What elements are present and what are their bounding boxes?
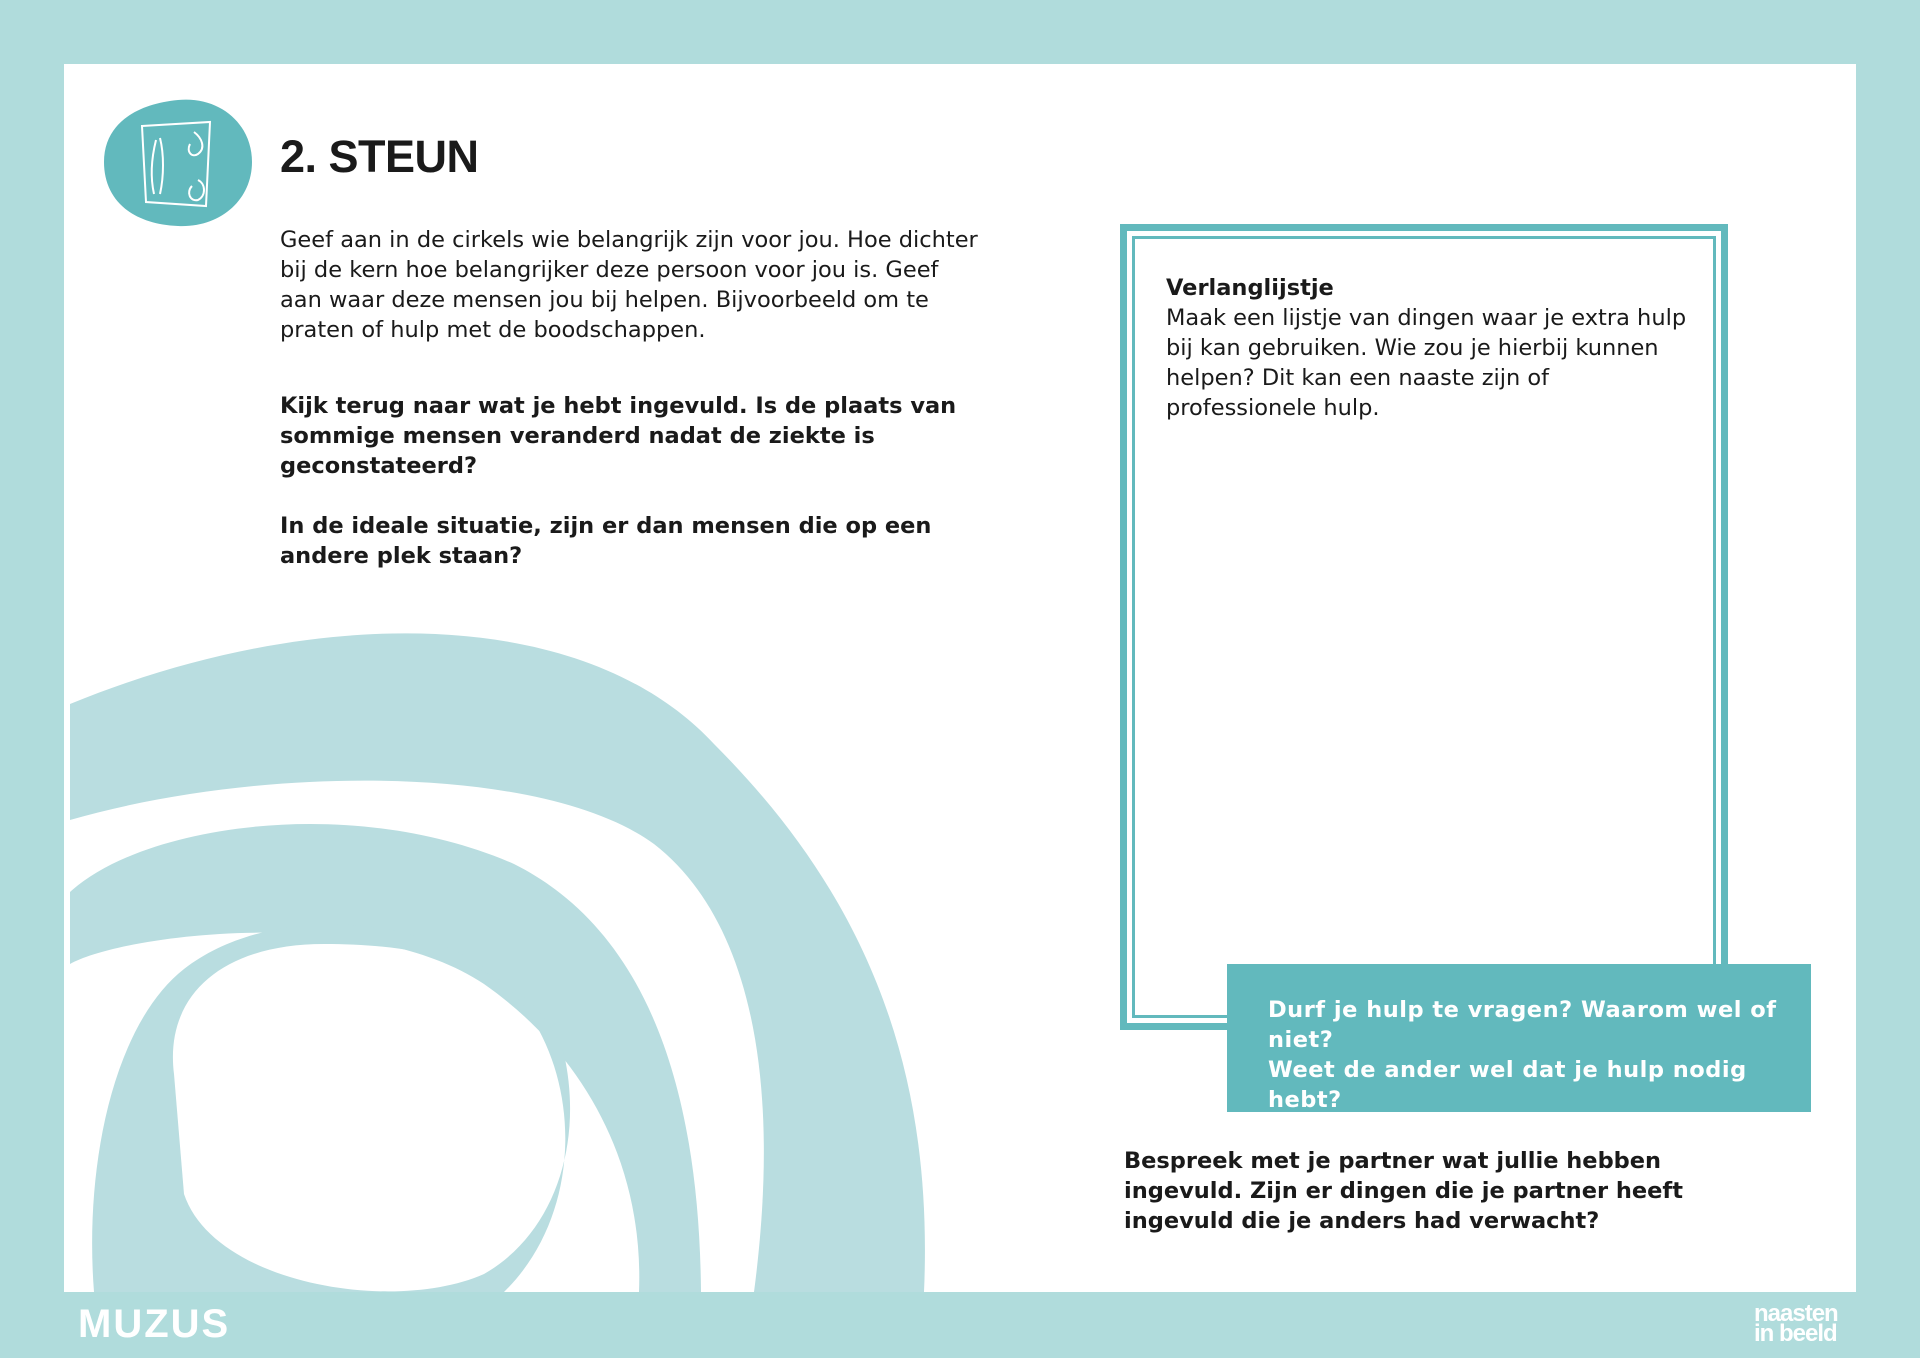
hands-reaching-icon xyxy=(102,96,254,228)
reflection-question-1: Kijk terug naar wat je hebt ingevuld. Is de plaats van sommige mensen veranderd nadat de ziekte is geconstateerd? xyxy=(280,393,957,479)
brand-right-line-2: in beeld xyxy=(1754,1320,1837,1347)
naasten-in-beeld-logo xyxy=(1754,1300,1858,1347)
wishlist-instructions: Maak een lijstje van dingen waar je extra hulp bij kan gebruiken. Wie zou je hierbij kunnen helpen? Dit kan een naaste zijn of professionele hulp. xyxy=(1166,305,1687,421)
wishlist-title: Verlanglijstje xyxy=(1166,275,1334,301)
muzus-logo: MUZUS xyxy=(78,1302,231,1346)
partner-discussion-text: Bespreek met je partner wat jullie hebben ingevuld. Zijn er dingen die je partner heeft ingevuld die je anders had verwacht? xyxy=(1124,1148,1683,1234)
page-title: 2. STEUN xyxy=(280,131,479,182)
intro-text: Geef aan in de cirkels wie belangrijk zijn voor jou. Hoe dichter bij de kern hoe belangrijker deze persoon voor jou is. Geef aan waar deze mensen jou bij helpen. Bijvoorbeeld om te praten of hulp met de boodschappen. xyxy=(280,227,978,343)
brand-right-line-1: naasten xyxy=(1754,1300,1838,1327)
callout-line-3: Weet de ander wat jij fijn vindt? xyxy=(1268,1117,1692,1143)
help-questions-callout xyxy=(1227,964,1811,1143)
reflection-question-2: In de ideale situatie, zijn er dan mensen die op een andere plek staan? xyxy=(280,513,932,569)
callout-line-2: Weet de ander wel dat je hulp nodig hebt? xyxy=(1268,1057,1747,1113)
worksheet-page xyxy=(64,64,1856,1292)
callout-line-1: Durf je hulp te vragen? Waarom wel of niet? xyxy=(1268,997,1777,1053)
